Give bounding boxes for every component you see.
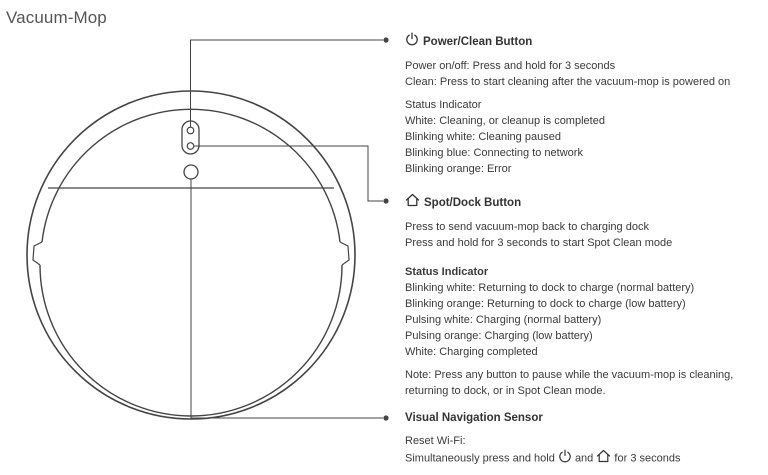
power-status-line: White: Cleaning, or cleanup is completed: [405, 115, 605, 127]
power-button-dot: [187, 127, 194, 134]
power-icon: [558, 449, 572, 468]
reset-and: and: [574, 452, 594, 465]
dock-note-line: returning to dock, or in Spot Clean mode.: [405, 385, 606, 397]
dock-callout: [405, 193, 733, 399]
dock-status-line: Blinking orange: Returning to dock to charge (low battery): [405, 298, 686, 310]
power-line: Clean: Press to start cleaning after the vacuum-mop is powered on: [405, 76, 731, 88]
reset-prefix: Simultaneously press and hold: [405, 452, 555, 465]
sensor-leader-dot: [383, 415, 388, 420]
power-status-line: Blinking white: Cleaning paused: [405, 131, 561, 143]
reset-suffix: for 3 seconds: [614, 452, 681, 465]
dock-note-line: Note: Press any button to pause while the vacuum-mop is cleaning,: [405, 369, 734, 381]
dock-status-line: Pulsing orange: Charging (low battery): [405, 330, 593, 342]
power-heading: Power/Clean Button: [423, 35, 533, 48]
power-callout: [405, 32, 730, 177]
dock-status-line: Blinking white: Returning to dock to charge (normal battery): [405, 282, 695, 294]
power-line: Power on/off: Press and hold for 3 seconds: [405, 60, 616, 72]
reset-wifi-instruction: [405, 449, 680, 468]
page-title: Vacuum-Mop: [6, 8, 107, 27]
home-icon: [596, 449, 611, 468]
power-status-line: Blinking orange: Error: [405, 163, 512, 175]
dock-status-heading: Status Indicator: [405, 266, 489, 278]
dock-heading: Spot/Dock Button: [424, 196, 522, 209]
sensor-circle: [184, 165, 198, 179]
power-status-line: Blinking blue: Connecting to network: [405, 147, 583, 159]
power-leader-dot: [383, 37, 388, 42]
dock-line: Press to send vacuum-mop back to charging dock: [405, 221, 649, 233]
dock-heading-row: [405, 193, 733, 212]
power-icon: [405, 32, 419, 51]
power-heading-row: [405, 32, 730, 51]
dock-status-line: Pulsing white: Charging (normal battery): [405, 314, 602, 326]
power-leader-line: [191, 40, 384, 127]
sensor-heading: Visual Navigation Sensor: [405, 412, 543, 424]
dock-status-line: White: Charging completed: [405, 346, 538, 358]
dock-line: Press and hold for 3 seconds to start Spot Clean mode: [405, 237, 673, 249]
dock-button-dot: [187, 143, 194, 150]
dock-leader-line: [194, 146, 383, 201]
reset-wifi-label: Reset Wi-Fi:: [405, 435, 466, 447]
sensor-callout: [405, 410, 680, 468]
bumper-right-notch: [340, 242, 349, 265]
home-icon: [405, 193, 420, 212]
power-status-heading: Status Indicator: [405, 99, 482, 111]
dock-leader-dot: [383, 198, 388, 203]
bumper-left-notch: [33, 242, 42, 265]
